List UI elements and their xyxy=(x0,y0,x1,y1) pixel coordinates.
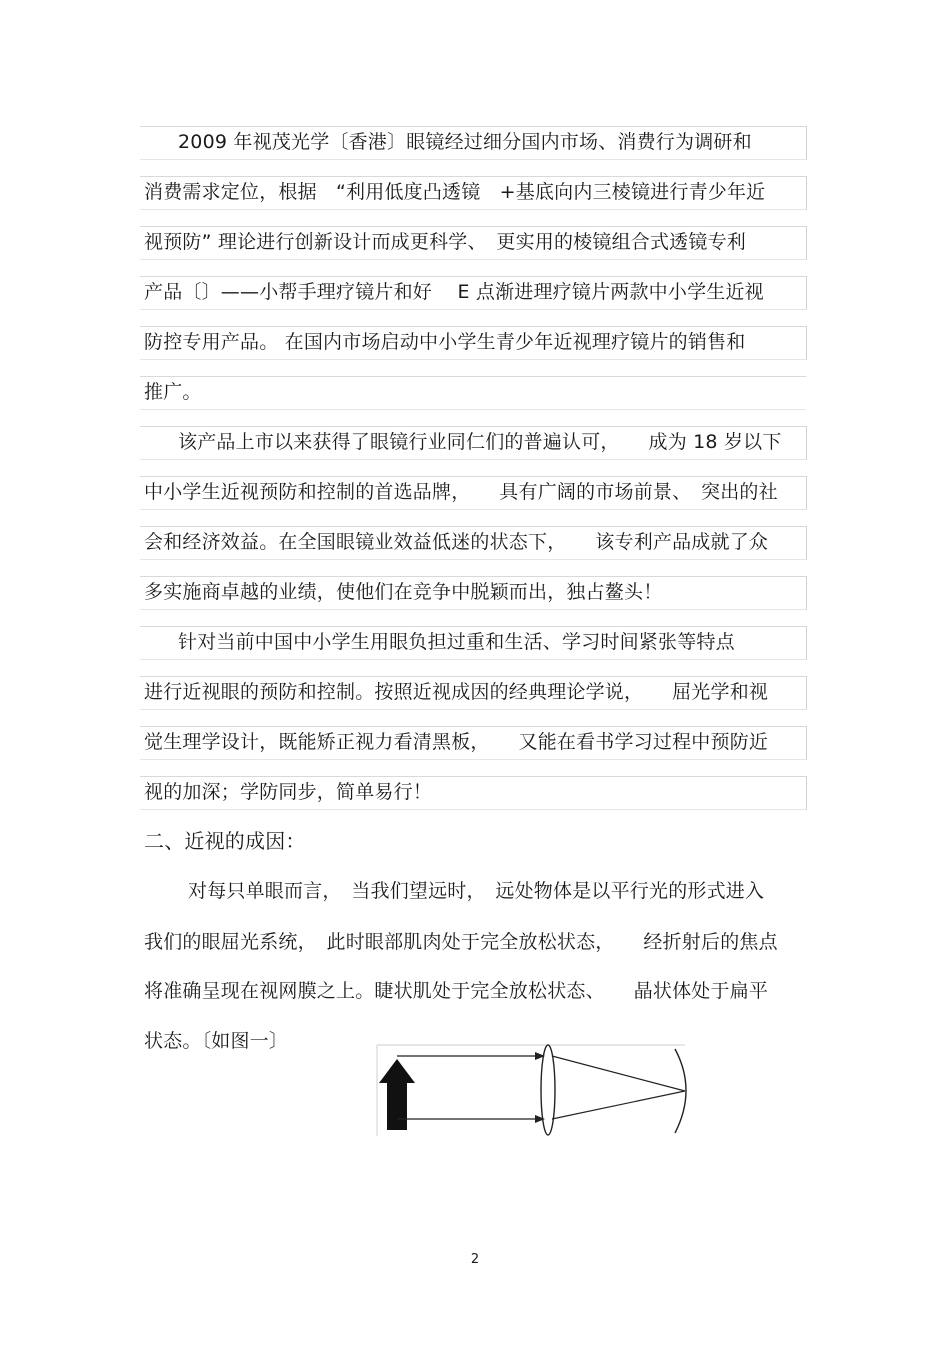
paragraph-4-line-1: 对每只单眼而言， 当我们望远时， 远处物体是以平行光的形式进入 xyxy=(188,880,765,902)
paragraph-4-line-2: 我们的眼屈光系统， 此时眼部肌肉处于完全放松状态， 经折射后的焦点 xyxy=(144,931,778,953)
paragraph-3-line-1: 针对当前中国中小学生用眼负担过重和生活、学习时间紧张等特点 xyxy=(178,631,735,653)
figure-1-eye-optics-diagram xyxy=(375,1043,695,1138)
paragraph-3-line-4: 视的加深；学防同步，简单易行！ xyxy=(144,781,433,803)
section-heading: 二、近视的成因： xyxy=(144,829,306,853)
paragraph-1-line-6: 推广。 xyxy=(144,381,202,403)
paragraph-2-line-4: 多实施商卓越的业绩，使他们在竞争中脱颖而出，独占鳌头！ xyxy=(144,581,663,603)
paragraph-1-line-2: 消费需求定位，根据 “利用低度凸透镜 +基底向内三棱镜进行青少年近 xyxy=(144,181,766,203)
paragraph-3-line-2: 进行近视眼的预防和控制。按照近视成因的经典理论学说， 屈光学和视 xyxy=(144,681,769,703)
paragraph-1-line-1: 2009 年视茂光学〔香港〕眼镜经过细分国内市场、消费行为调研和 xyxy=(178,131,752,153)
paragraph-1-line-4: 产品〔〕——小帮手理疗镜片和好 E 点渐进理疗镜片两款中小学生近视 xyxy=(144,281,764,303)
paragraph-2-line-3: 会和经济效益。在全国眼镜业效益低迷的状态下， 该专利产品成就了众 xyxy=(144,531,769,553)
text-box-line xyxy=(140,376,806,410)
parallel-rays xyxy=(397,1052,545,1123)
paragraph-2-line-1: 该产品上市以来获得了眼镜行业同仁们的普遍认可， 成为 18 岁以下 xyxy=(178,431,782,453)
paragraph-4-line-4: 状态。〔如图一〕 xyxy=(144,1030,289,1052)
figure-frame xyxy=(377,1045,685,1136)
paragraph-1-line-3: 视预防” 理论进行创新设计而成更科学、 更实用的棱镜组合式透镜专利 xyxy=(144,231,746,253)
lens-shape xyxy=(541,1045,555,1135)
converging-rays xyxy=(552,1056,685,1119)
page-number: 2 xyxy=(470,1252,480,1267)
paragraph-2-line-2: 中小学生近视预防和控制的首选品牌， 具有广阔的市场前景、 突出的社 xyxy=(144,481,778,503)
paragraph-1-line-5: 防控专用产品。 在国内市场启动中小学生青少年近视理疗镜片的销售和 xyxy=(144,331,746,353)
paragraph-4-line-3: 将准确呈现在视网膜之上。睫状肌处于完全放松状态、 晶状体处于扁平 xyxy=(144,980,769,1002)
paragraph-3-line-3: 觉生理学设计，既能矫正视力看清黑板， 又能在看书学习过程中预防近 xyxy=(144,731,769,753)
